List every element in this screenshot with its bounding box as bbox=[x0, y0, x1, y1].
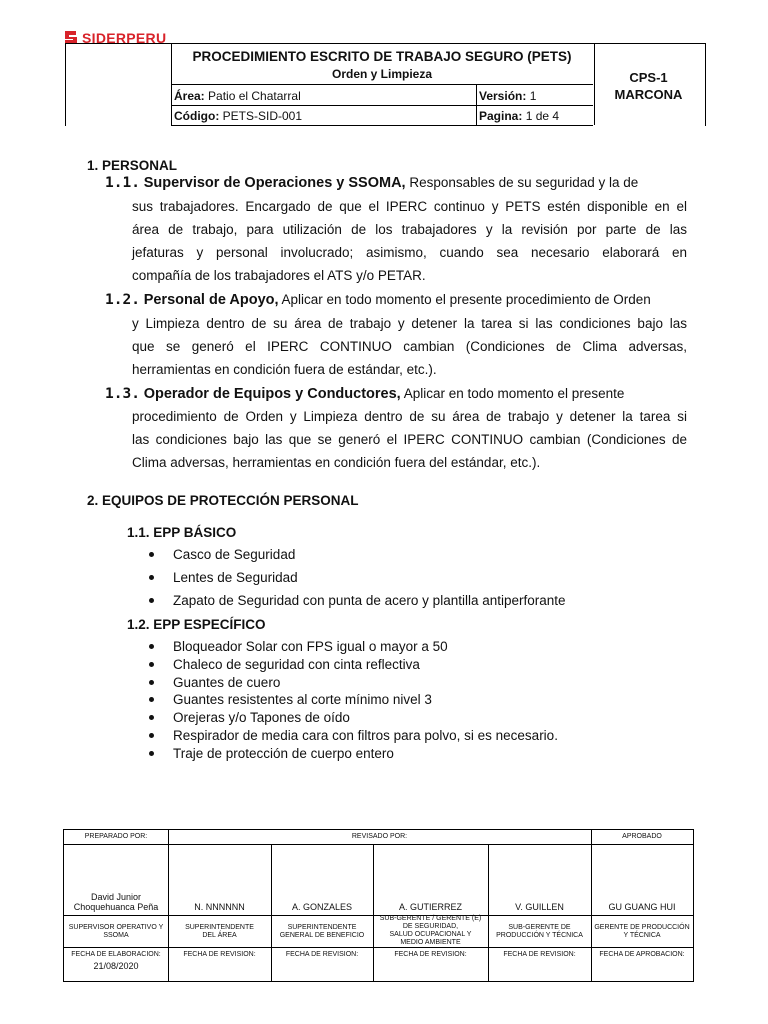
bullet-icon bbox=[149, 662, 154, 667]
document-title: PROCEDIMIENTO ESCRITO DE TRABAJO SEGURO (PETS) bbox=[192, 49, 572, 64]
header-divider bbox=[171, 105, 593, 106]
signer-name: A. GONZALES bbox=[291, 902, 353, 912]
subsection-1-1 bbox=[105, 171, 687, 195]
approved-label: APROBADO bbox=[622, 833, 662, 840]
bullet-icon bbox=[149, 715, 154, 720]
paragraph-line: procedimiento de Orden y Limpieza dentro de su área de trabajo y detener la tarea si bbox=[132, 409, 687, 424]
date-label: FECHA DE REVISION: bbox=[285, 951, 359, 958]
bullet-icon bbox=[149, 751, 154, 756]
header-divider bbox=[476, 84, 477, 125]
header-divider bbox=[171, 125, 593, 126]
section-heading: 2. EQUIPOS DE PROTECCIÓN PERSONAL bbox=[87, 493, 359, 508]
signer-name: A. GUTIERREZ bbox=[398, 902, 462, 912]
signature-table bbox=[63, 829, 694, 982]
signer-role: SUB-GERENTE / GERENTE (E) DE SEGURIDAD, SALUD OCUPACIONAL Y MEDIO AMBIENTE bbox=[379, 915, 482, 946]
list-item: Lentes de Seguridad bbox=[149, 570, 689, 593]
elaboration-date: 21/08/2020 bbox=[93, 961, 139, 971]
version-field bbox=[479, 89, 536, 103]
bullet-icon bbox=[149, 598, 154, 603]
list-item: Chaleco de seguridad con cinta reflectiva bbox=[149, 657, 689, 675]
version-label: Versión: bbox=[479, 89, 527, 103]
date-label: FECHA DE APROBACION: bbox=[599, 951, 685, 958]
bullet-icon bbox=[149, 575, 154, 580]
page-label: Pagina: bbox=[479, 109, 523, 123]
logo-text: SIDERPERU bbox=[82, 30, 167, 46]
epp-basic-heading: 1.1. EPP BÁSICO bbox=[127, 525, 237, 540]
page-field bbox=[479, 109, 559, 123]
signer-role: SUB-GERENTE DE PRODUCCIÓN Y TÉCNICA bbox=[496, 924, 583, 939]
subsection-body bbox=[132, 195, 687, 287]
subsection-lead: Responsables de su seguridad y la de bbox=[409, 175, 639, 190]
subsection-number: 1.3. bbox=[105, 386, 140, 402]
prepared-label: PREPARADO POR: bbox=[84, 833, 148, 840]
reviewed-label: REVISADO POR: bbox=[351, 833, 408, 840]
subsection-title: Supervisor de Operaciones y SSOMA, bbox=[143, 175, 406, 191]
signer-role: SUPERINTENDENTE DEL ÁREA bbox=[185, 924, 254, 939]
bullet-icon bbox=[149, 680, 154, 685]
area-value: Patio el Chatarral bbox=[208, 89, 301, 103]
paragraph-line: las condiciones bajo las que se generó el IPERC CONTINUO cambian (Condiciones de bbox=[132, 432, 687, 447]
epp-basic-list bbox=[149, 547, 689, 616]
paragraph-line: sus trabajadores. Encargado de que el IPERC continuo y PETS estén disponible en el bbox=[132, 199, 687, 214]
subsection-title: Personal de Apoyo, bbox=[143, 292, 279, 308]
subsection-1-2 bbox=[105, 288, 687, 312]
list-item: Guantes resistentes al corte mínimo nivel 3 bbox=[149, 692, 689, 710]
signer-name: N. NNNNNN bbox=[194, 902, 245, 912]
header-divider bbox=[171, 84, 593, 85]
signer-name: V. GUILLEN bbox=[515, 902, 564, 912]
area-label: Área: bbox=[174, 89, 205, 103]
epp-specific-list bbox=[149, 639, 689, 764]
list-item: Guantes de cuero bbox=[149, 675, 689, 693]
signer-role: GERENTE DE PRODUCCIÓN Y TÉCNICA bbox=[594, 924, 690, 939]
signer-name: GU GUANG HUI bbox=[608, 902, 676, 912]
bullet-icon bbox=[149, 644, 154, 649]
subsection-body bbox=[132, 312, 687, 381]
document-id-block bbox=[593, 69, 704, 103]
paragraph-line: área de trabajo, para utilización de los trabajadores y la revisión por parte de las bbox=[132, 222, 687, 237]
list-item: Bloqueador Solar con FPS igual o mayor a 50 bbox=[149, 639, 689, 657]
subsection-lead: Aplicar en todo momento el presente procedimiento de Orden bbox=[281, 292, 651, 307]
document-id: CPS-1 bbox=[629, 70, 668, 85]
subsection-number: 1.1. bbox=[105, 175, 140, 191]
date-label: FECHA DE ELABORACION: bbox=[71, 951, 161, 958]
paragraph-line: jefaturas y personal involucrado; asimismo, cuando sea necesario elaborará en bbox=[132, 245, 687, 260]
bullet-icon bbox=[149, 552, 154, 557]
paragraph-line: compañía de los trabajadores el ATS y/o PETAR. bbox=[132, 268, 426, 283]
paragraph-line: y Limpieza dentro de su área de trabajo y detener la tarea si las condiciones bajo las bbox=[132, 316, 687, 331]
paragraph-line: que se generó el IPERC CONTINUO cambian (Condiciones de Clima adversas, bbox=[132, 339, 687, 354]
signer-role: SUPERVISOR OPERATIVO Y SSOMA bbox=[68, 924, 164, 939]
table-divider bbox=[271, 844, 272, 981]
list-item: Orejeras y/o Tapones de oído bbox=[149, 710, 689, 728]
list-item: Casco de Seguridad bbox=[149, 547, 689, 570]
epp-specific-heading: 1.2. EPP ESPECÍFICO bbox=[127, 617, 266, 632]
site-name: MARCONA bbox=[614, 87, 683, 102]
paragraph-line: Clima adversas, herramientas en condición fuera del estándar, etc.). bbox=[132, 455, 541, 470]
area-field bbox=[174, 89, 301, 103]
table-divider bbox=[373, 844, 374, 981]
code-field bbox=[174, 109, 302, 123]
bullet-icon bbox=[149, 733, 154, 738]
list-item: Respirador de media cara con filtros para polvo, si es necesario. bbox=[149, 728, 689, 746]
signer-role: SUPERINTENDENTE GENERAL DE BENEFICIO bbox=[279, 924, 365, 939]
subsection-lead: Aplicar en todo momento el presente bbox=[403, 386, 625, 401]
signer-name: David Junior Choquehuanca Peña bbox=[73, 892, 159, 912]
date-label: FECHA DE REVISION: bbox=[503, 951, 576, 958]
table-divider bbox=[64, 947, 693, 948]
section-heading: 1. PERSONAL bbox=[87, 158, 178, 173]
table-divider bbox=[488, 844, 489, 981]
code-value: PETS-SID-001 bbox=[222, 109, 303, 123]
version-value: 1 bbox=[529, 89, 537, 103]
table-divider bbox=[64, 844, 693, 845]
subsection-title: Operador de Equipos y Conductores, bbox=[143, 386, 401, 402]
document-subtitle: Orden y Limpieza bbox=[331, 67, 433, 81]
code-label: Código: bbox=[174, 109, 220, 123]
list-item: Traje de protección de cuerpo entero bbox=[149, 746, 689, 764]
date-label: FECHA DE REVISION: bbox=[394, 951, 467, 958]
subsection-body bbox=[132, 405, 687, 474]
list-item: Zapato de Seguridad con punta de acero y plantilla antiperforante bbox=[149, 593, 689, 616]
subsection-number: 1.2. bbox=[105, 292, 140, 308]
page-value: 1 de 4 bbox=[525, 109, 560, 123]
bullet-icon bbox=[149, 697, 154, 702]
subsection-1-3 bbox=[105, 382, 687, 406]
date-label: FECHA DE REVISION: bbox=[183, 951, 256, 958]
paragraph-line: herramientas en condición fuera de estándar, etc.). bbox=[132, 362, 437, 377]
